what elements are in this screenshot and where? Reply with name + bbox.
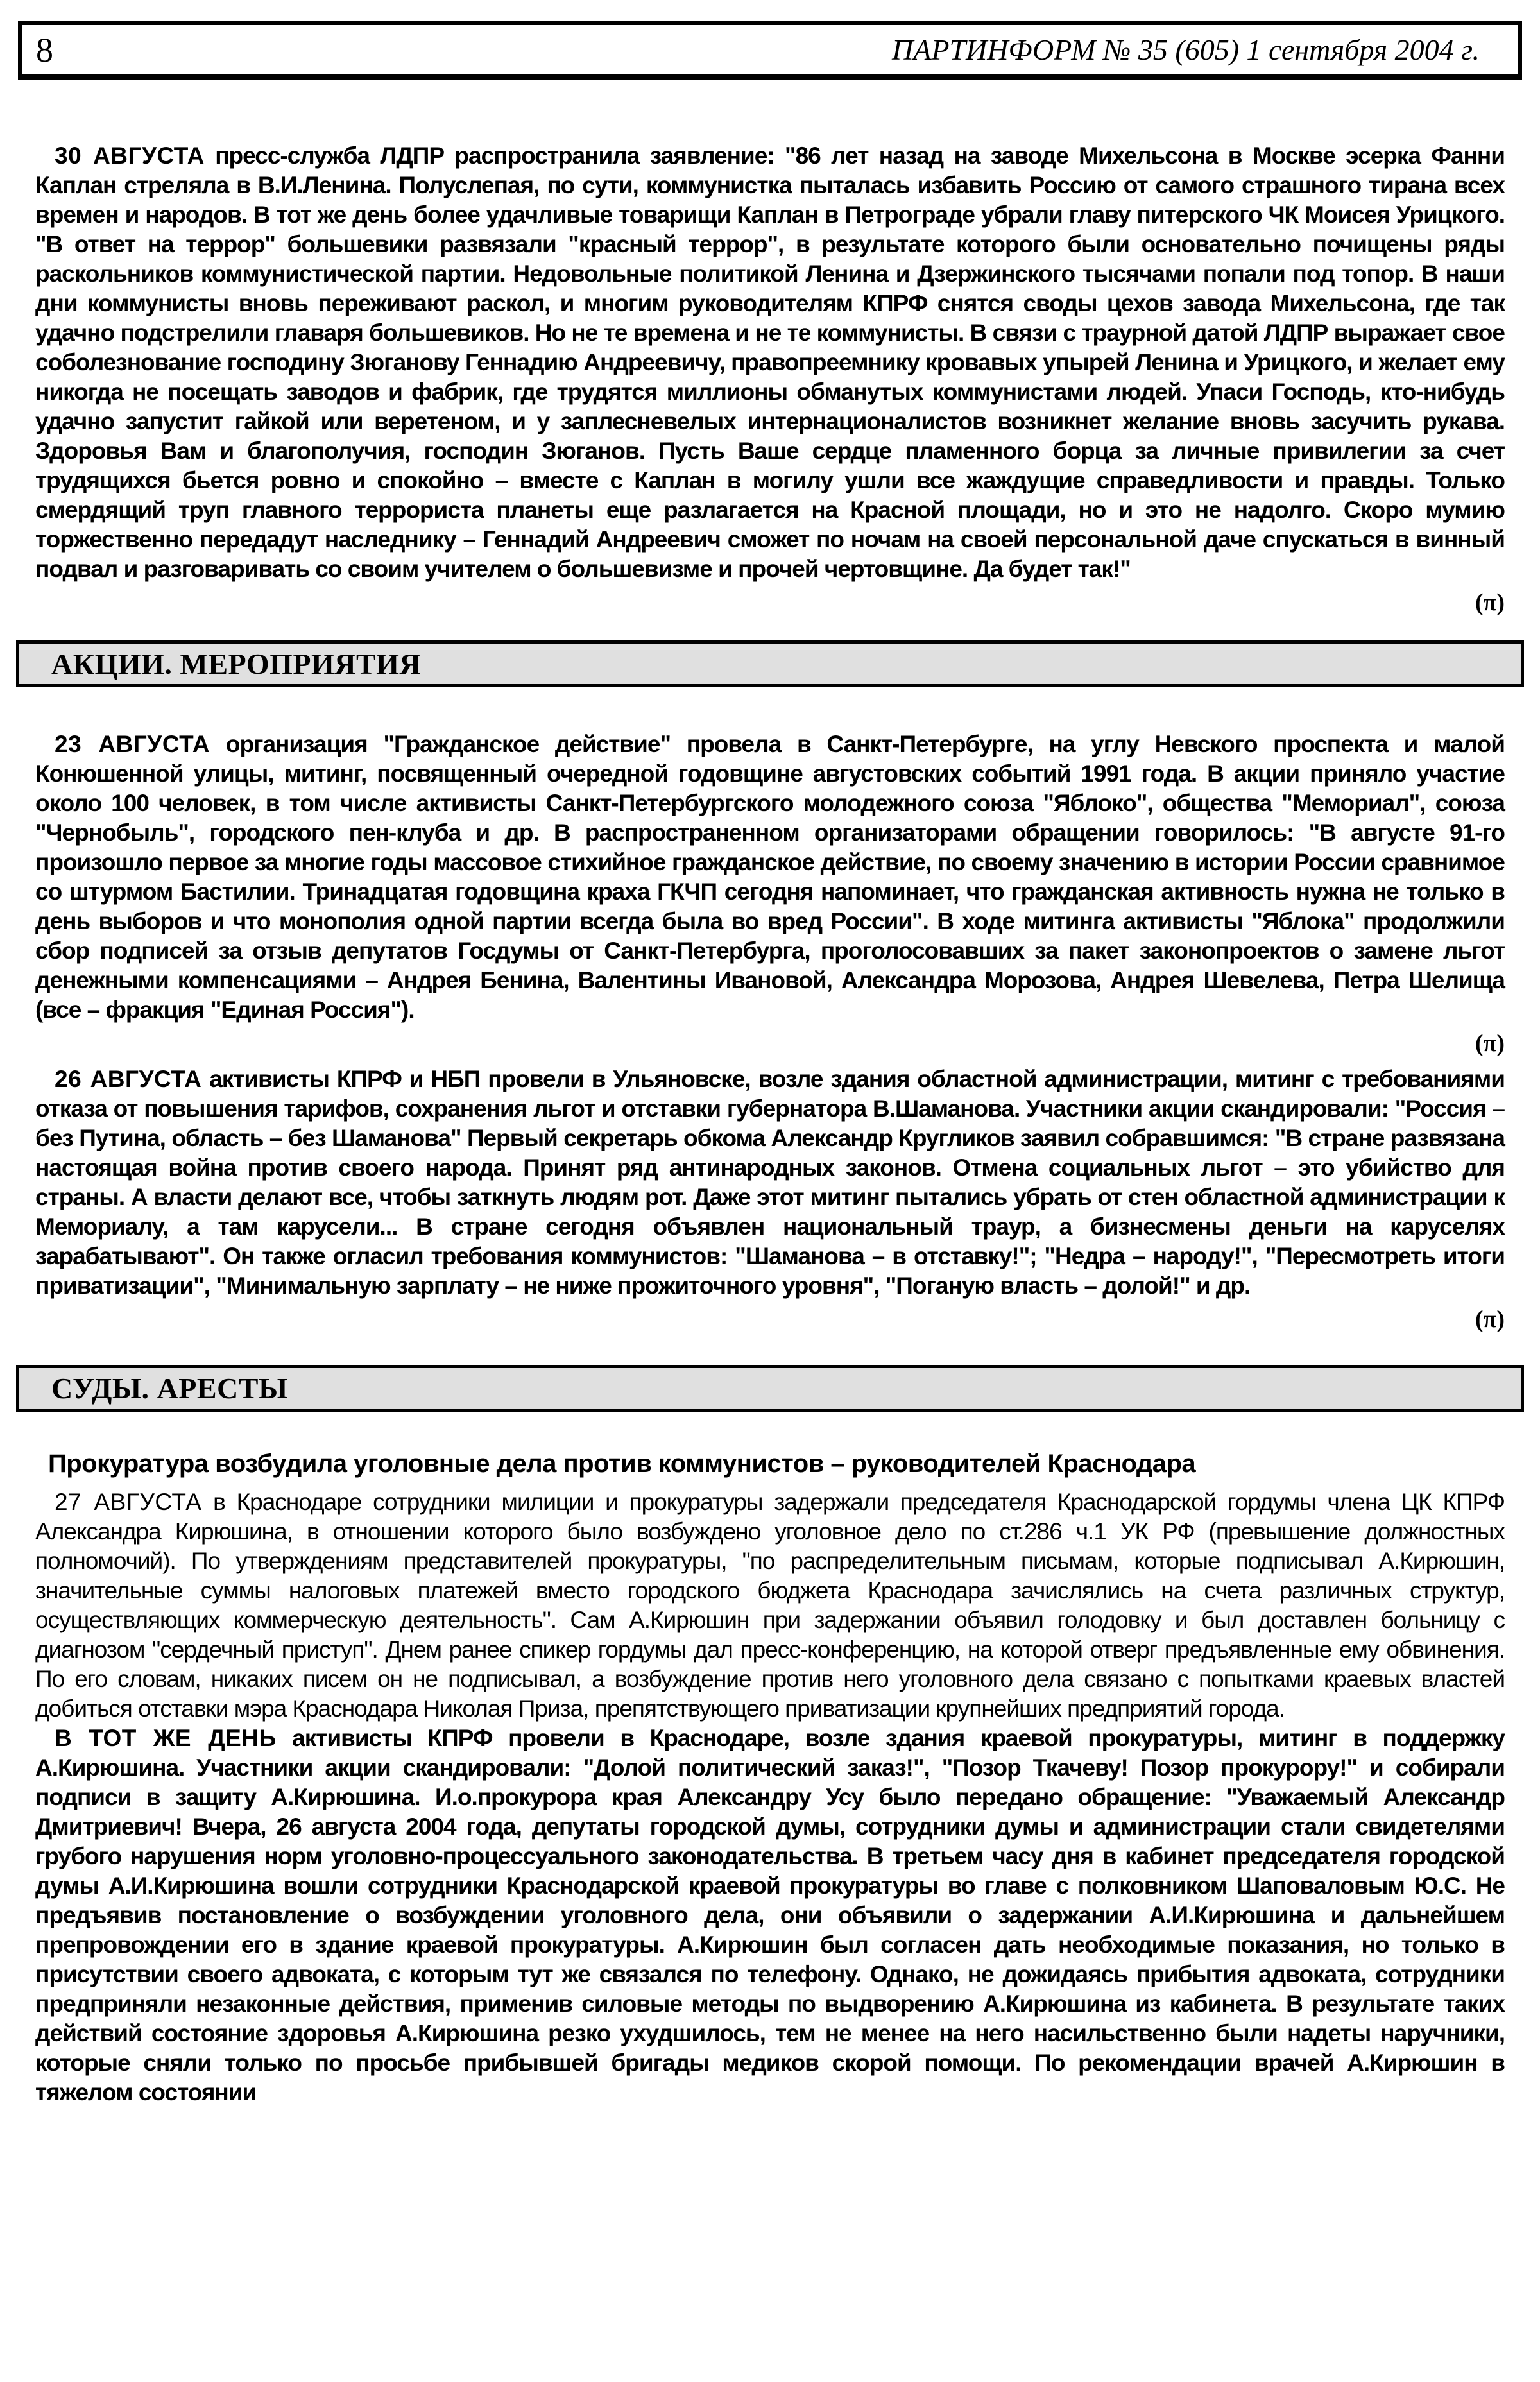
article-body-text: активисты КПРФ провели в Краснодаре, возле здания краевой прокуратуры, митинг в поддержку А.Кирюшина. Участники акции скандировали: "Долой политический заказ!", "Позор Ткачеву! Позор прокурору!" и собирали подписи в защиту А.Кирюшина. И.о.прокурора края Александру Усу было передано обращение: "Уважаемый Александр Дмитриевич! Вчера, 26 августа 2004 года, депутаты городской думы, сотрудники думы и администрации стали свидетелями грубого нарушения норм уголовно-процессуального законодательства. В третьем часу дня в кабинет председателя городской думы А.И.Кирюшина вошли сотрудники Краснодарской краевой прокуратуры во главе с полковником Шаповаловым Ю.С. Не предъявив постановление о возбуждении уголовного дела, они объявили о задержании А.И.Кирюшина и дальнейшем препровождении его в здание краевой прокуратуры. А.Кирюшин был согласен дать необходимые показания, но только в присутствии своего адвоката, с которым тут же связался по телефону. Однако, не дожидаясь прибытия адвоката, сотрудники предприняли незаконные действия, применив силовые методы по выдворению А.Кирюшина из кабинета. В результате таких действий состояние здоровья А.Кирюшина резко ухудшилось, тем не менее на него насильственно были надеты наручники, которые сняли только по просьбе прибывшей бригады медиков скорой помощи. По рекомендации врачей А.Кирюшин в тяжелом состоянии: [35, 1725, 1505, 2105]
section-title: СУДЫ. АРЕСТЫ: [51, 1372, 288, 1405]
article-date-lead: 23 АВГУСТА: [55, 731, 210, 757]
page-header: [18, 21, 1522, 80]
section-header-actions: [16, 640, 1524, 687]
article-body-text: в Краснодаре сотрудники милиции и прокуратуры задержали председателя Краснодарской гордумы члена ЦК КПРФ Александра Кирюшина, в отношении которого было возбуждено уголовное дело по ст.286 ч.1 УК РФ (превышение должностных полномочий). По утверждениям представителей прокуратуры, "по распределительным письмам, которые подписывал А.Кирюшин, значительные суммы налоговых платежей вместо городского бюджета Краснодара зачислялись на счета различных структур, осуществляющих коммерческую деятельность". Сам А.Кирюшин при задержании объявил голодовку и был доставлен больницу с диагнозом "сердечный приступ". Днем ранее спикер гордумы дал пресс-конференцию, на которой отверг предъявленные ему обвинения. По его словам, никаких писем он не подписывал, а возбуждение против него уголовного дела связано с попытками краевых властей добиться отставки мэра Краснодара Николая Приза, препятствующего приватизации крупнейших предприятий города.: [35, 1489, 1505, 1722]
article-krasnodar-arrest: [35, 1487, 1505, 1724]
article-body-text: активисты КПРФ и НБП провели в Ульяновске, возле здания областной администрации, митинг с требованиями отказа от повышения тарифов, сохранения льгот и отставки губернатора В.Шаманова. Участники акции скандировали: "Россия – без Путина, область – без Шаманова" Первый секретарь обкома Александр Кругликов заявил собравшимся: "В стране развязана настоящая война против своего народа. Принят ряд антинародных законов. Отмена социальных льгот – это убийство для страны. А власти делают все, чтобы заткнуть людям рот. Даже этот митинг пытались убрать от стен областной администрации к Мемориалу, а там карусели... В стране сегодня объявлен национальный траур, а бизнесмены деньги на каруселях зарабатывают". Он также огласил требования коммунистов: "Шаманова – в отставку!"; "Недра – народу!", "Пересмотреть итоги приватизации", "Минимальную зарплату – не ниже прожиточного уровня", "Поганую власть – долой!" и др.: [35, 1066, 1505, 1299]
article-date-lead: 26 АВГУСТА: [55, 1066, 202, 1092]
article-body-text: организация "Гражданское действие" провела в Санкт-Петербурге, на углу Невского проспекта и малой Конюшенной улицы, митинг, посвященный очередной годовщине августовских событий 1991 года. В акции приняло участие около 100 человек, в том числе активисты Санкт-Петербургского молодежного союза "Яблоко", общества "Мемориал", союза "Чернобыль", городского пен-клуба и др. В распространенном организаторами обращении говорилось: "В августе 91-го произошло первое за многие годы массовое стихийное гражданское действие, по своему значению в истории России сравнимое со штурмом Бастилии. Тринадцатая годовщина краха ГКЧП сегодня напоминает, что гражданская активность нужна не только в день выборов и что монополия одной партии всегда была во вред России". В ходе митинга активисты "Яблока" продолжили сбор подписей за отзыв депутатов Госдумы от Санкт-Петербурга, проголосовавших за пакет законопроектов о замене льгот денежными компенсациями – Андрея Бенина, Валентины Ивановой, Александра Морозова, Андрея Шевелева, Петра Шелища (все – фракция "Единая Россия").: [35, 731, 1505, 1023]
pi-end-marker: (π): [1475, 589, 1505, 616]
article-ldpr-statement: [35, 141, 1505, 584]
article-date-lead: 27 АВГУСТА: [55, 1489, 202, 1515]
article-ulyanovsk-rally: [35, 1065, 1505, 1301]
page-number: 8: [36, 30, 53, 69]
article-body-text: пресс-служба ЛДПР распространила заявление: "86 лет назад на заводе Михельсона в Москве эсерка Фанни Каплан стреляла в В.И.Ленина. Полуслепая, по сути, коммунистка пыталась избавить Россию от самого страшного тирана всех времен и народов. В тот же день более удачливые товарищи Каплан в Петрограде убрали главу питерского ЧК Моисея Урицкого. "В ответ на террор" большевики развязали "красный террор", в результате которого были основательно почищены ряды раскольников коммунистической партии. Недовольные политикой Ленина и Дзержинского тысячами попали под топор. В наши дни коммунисты вновь переживают раскол, и многим руководителям КПРФ снятся своды цехов завода Михельсона, где так удачно подстрелили главаря большевиков. Но не те времена и не те коммунисты. В связи с траурной датой ЛДПР выражает свое соболезнование господину Зюганову Геннадию Андреевичу, правопреемнику кровавых упырей Ленина и Урицкого, и желает ему никогда не посещать заводов и фабрик, где трудятся миллионы обманутых коммунистами людей. Упаси Господь, кто-нибудь удачно запустит гайкой или веретеном, и у заплесневелых интернационалистов возникнет желание вновь засучить рукава. Здоровья Вам и благополучия, господин Зюганов. Пусть Ваше сердце пламенного борца за личные привилегии за счет трудящихся бьется ровно и спокойно – вместе с Каплан в могилу ушли все жаждущие справедливости и правды. Только смердящий труп главного террориста планеты еще разлагается на Красной площади, но и это не надолго. Скоро мумию торжественно передадут наследнику – Геннадий Андреевич сможет по ночам на своей персональной даче спускаться в винный подвал и разговаривать со своим учителем о большевизме и прочей чертовщине. Да будет так!": [35, 142, 1505, 582]
section-header-courts: [16, 1365, 1524, 1412]
header-title: ПАРТИНФОРМ № 35 (605) 1 сентября 2004 г.: [892, 33, 1480, 66]
article-headline: Прокуратура возбудила уголовные дела против коммунистов – руководителей Краснодара: [48, 1450, 1196, 1478]
section-title: АКЦИИ. МЕРОПРИЯТИЯ: [51, 647, 422, 680]
article-spb-rally: [35, 730, 1505, 1025]
pi-end-marker: (π): [1475, 1306, 1505, 1333]
page-content: [0, 141, 1540, 2107]
article-krasnodar-rally: [35, 1724, 1505, 2107]
article-date-lead: В ТОТ ЖЕ ДЕНЬ: [55, 1725, 277, 1751]
article-date-lead: 30 АВГУСТА: [55, 142, 205, 169]
pi-end-marker: (π): [1475, 1030, 1505, 1057]
